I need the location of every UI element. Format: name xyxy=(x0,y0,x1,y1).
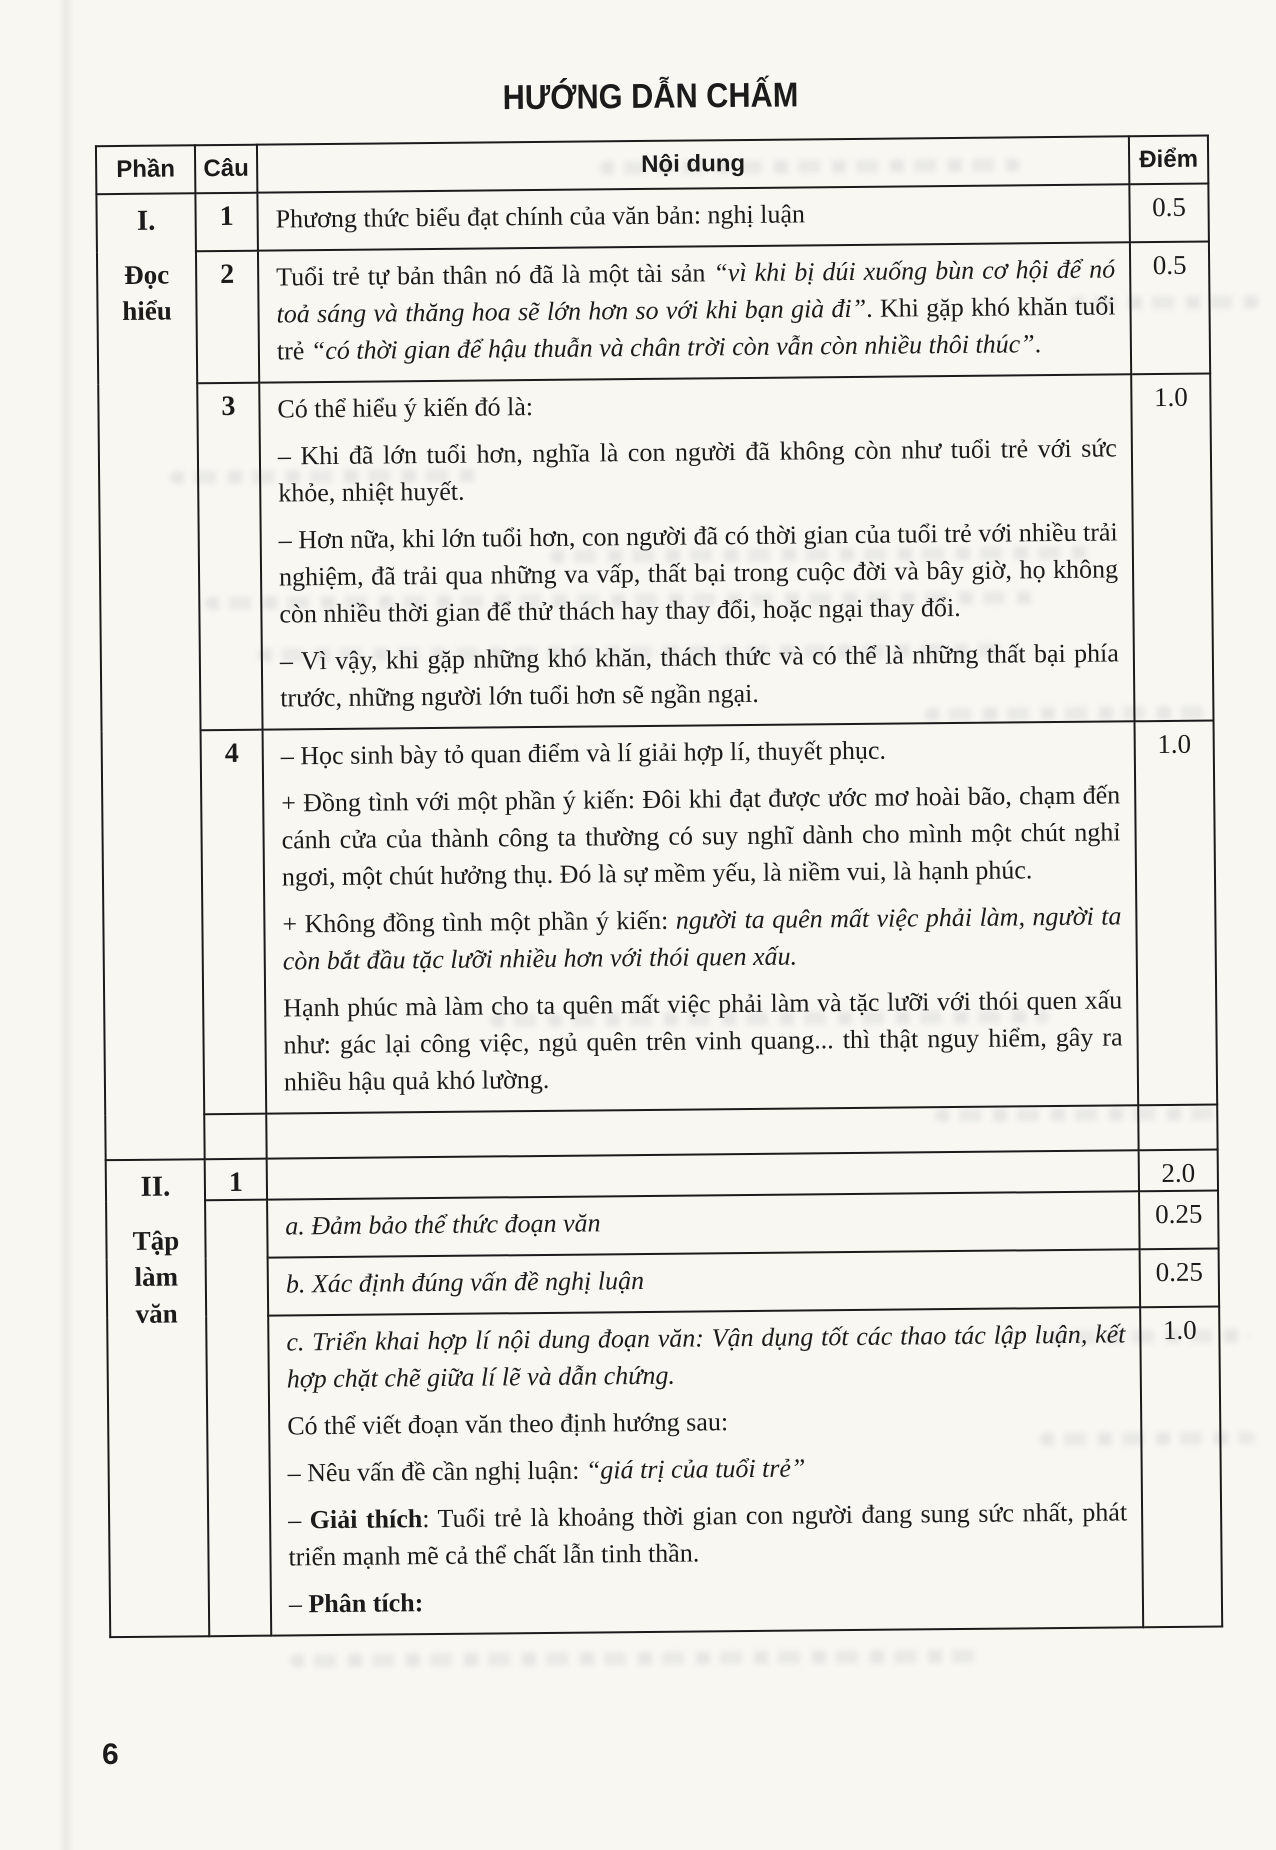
header-part: Phần xyxy=(96,145,195,194)
text-segment: – Hơn nữa, khi lớn tuổi hơn, con người đã có thời gian của tuổi trẻ với nhiều trải nghiệm, đã trải qua những va vấp, thất bại trong cuộc đời và bây giờ, họ không còn nhiều thời gian để thử thách hay thay đổi, hoặc ngại thay đổi. xyxy=(278,517,1119,629)
text-segment: Hạnh phúc mà làm cho ta quên mất việc phải làm và tặc lưỡi với thói quen xấu như: gác lại công việc, ngủ quên trên vinh quang... thì thật nguy hiểm, gây ra nhiều hậu quả khó lường. xyxy=(283,985,1123,1097)
content-cell xyxy=(257,184,1130,250)
part-label: I. xyxy=(136,204,156,237)
scan-gutter-shadow xyxy=(58,0,74,1850)
part-label: II. xyxy=(140,1170,171,1203)
question-cell: 1 xyxy=(205,1159,267,1201)
text-segment: “vì khi bị dúi xuống bùn cơ hội để nó toả sáng và thăng hoa sẽ lớn hơn so với khi bạn già đi” xyxy=(276,254,1116,329)
content-paragraph xyxy=(275,192,1114,237)
content-paragraph xyxy=(286,1315,1126,1397)
content-cell xyxy=(267,1191,1140,1257)
bleed-through-artifact xyxy=(290,1650,980,1668)
text-segment: : Tuổi trẻ là khoảng thời gian con người đang sung sức nhất, phát triển mạnh mẽ cả thể chất lẫn tinh thần. xyxy=(288,1497,1128,1572)
score-cell: 1.0 xyxy=(1131,374,1213,722)
content-cell xyxy=(258,242,1131,382)
content-paragraph xyxy=(278,429,1118,511)
text-segment: Phân tích: xyxy=(308,1588,424,1619)
text-segment: Có thể viết đoạn văn theo định hướng sau: xyxy=(287,1407,729,1441)
score-cell: 0.25 xyxy=(1139,1190,1219,1249)
content-paragraph xyxy=(285,1199,1124,1244)
content-cell xyxy=(259,374,1134,729)
question-cell xyxy=(205,1200,271,1637)
table-row xyxy=(107,1306,1222,1637)
table-row xyxy=(98,374,1213,732)
text-segment: người ta quên mất việc phải làm, người ta còn bắt đầu tặc lưỡi nhiều hơn với thói quen xấu. xyxy=(282,901,1122,976)
text-segment: . Khi gặp khó khăn tuổi trẻ xyxy=(276,291,1116,366)
table-row xyxy=(106,1190,1219,1259)
text-segment: Phương thức biểu đạt chính của văn bản: nghị luận xyxy=(275,199,806,234)
score-cell: 0.5 xyxy=(1129,184,1209,243)
content-paragraph xyxy=(277,382,1116,427)
page-title: HƯỚNG DẪN CHẤM xyxy=(502,74,799,117)
score-cell: 0.5 xyxy=(1130,242,1210,375)
content-paragraph xyxy=(287,1399,1126,1444)
header-question: Câu xyxy=(195,145,257,194)
score-cell: 0.25 xyxy=(1140,1248,1220,1307)
content-paragraph xyxy=(276,250,1116,369)
question-cell xyxy=(204,1114,266,1160)
text-segment: b. Xác định đúng vấn đề nghị luận xyxy=(285,1266,645,1299)
part-name: Đọc hiểu xyxy=(122,259,172,327)
score-cell: 1.0 xyxy=(1135,721,1218,1106)
text-segment: – xyxy=(288,1589,309,1619)
part-cell xyxy=(106,1159,210,1637)
text-segment: + Không đồng tình một phần ý kiến: xyxy=(282,905,676,939)
text-segment: – Học sinh bày tỏ quan điểm và lí giải hợp lí, thuyết phục. xyxy=(280,735,887,771)
content-paragraph xyxy=(279,513,1119,632)
question-cell: 4 xyxy=(201,730,267,1115)
text-segment: – xyxy=(287,1505,310,1535)
content-paragraph xyxy=(281,729,1120,774)
content-paragraph xyxy=(286,1257,1125,1302)
content-cell xyxy=(263,721,1139,1113)
header-content: Nội dung xyxy=(257,136,1129,192)
text-segment: – Khi đã lớn tuổi hơn, nghĩa là con người đã không còn như tuổi trẻ với sức khỏe, nhiệt huyết. xyxy=(277,433,1118,508)
question-cell: 1 xyxy=(195,193,258,252)
part-name: Tập làm văn xyxy=(132,1225,180,1329)
content-cell xyxy=(268,1307,1143,1635)
question-cell: 3 xyxy=(197,383,262,731)
question-cell: 2 xyxy=(196,251,259,384)
text-segment: Tuổi trẻ tự bản thân nó đã là một tài sản xyxy=(276,258,714,292)
text-segment: Giải thích xyxy=(309,1504,423,1535)
table-row xyxy=(102,721,1218,1116)
part-cell xyxy=(96,193,204,1160)
text-segment: Có thể hiểu ý kiến đó là: xyxy=(277,392,534,424)
score-cell: 1.0 xyxy=(1140,1306,1222,1627)
text-segment: + Đồng tình với một phần ý kiến: Đôi khi đạt được ước mơ hoài bão, chạm đến cánh cửa của thành công ta thường có suy nghĩ dành cho mình một chút nghỉ ngơi, một chút hưởng thụ. Đó là sự mềm yếu, là niềm vui, là hạnh phúc. xyxy=(281,780,1121,892)
text-segment: c. Triển khai hợp lí nội dung đoạn văn: Vận dụng tốt các thao tác lập luận, kết hợp chặt chẽ giữa lí lẽ và dẫn chứng. xyxy=(286,1319,1126,1394)
table-row xyxy=(107,1248,1220,1317)
table-row xyxy=(97,242,1210,385)
content-paragraph xyxy=(283,981,1123,1100)
content-paragraph xyxy=(280,634,1120,716)
content-paragraph xyxy=(282,897,1122,979)
content-cell xyxy=(268,1249,1141,1315)
text-segment: “giá trị của tuổi trẻ” xyxy=(585,1453,806,1485)
text-segment: . xyxy=(1034,329,1042,359)
table-body xyxy=(96,184,1222,1638)
content-paragraph xyxy=(288,1446,1127,1491)
text-segment: “có thời gian để hậu thuẫn và chân trời còn vẫn còn nhiều thôi thúc” xyxy=(310,329,1035,366)
grading-table xyxy=(95,135,1223,1639)
text-segment: – Vì vậy, khi gặp những khó khăn, thách thức và có thể là những thất bại phía trước, những người lớn tuổi hơn sẽ ngần ngại. xyxy=(279,638,1119,713)
content-paragraph xyxy=(288,1493,1128,1575)
page-number: 6 xyxy=(102,1738,119,1771)
content-paragraph xyxy=(289,1577,1128,1622)
score-cell xyxy=(1138,1105,1217,1151)
header-score: Điểm xyxy=(1129,136,1208,185)
text-segment: a. Đảm bảo thể thức đoạn văn xyxy=(285,1208,601,1241)
text-segment: – Nêu vấn đề cần nghị luận: xyxy=(287,1455,586,1488)
content-paragraph xyxy=(281,776,1121,895)
table-row xyxy=(96,184,1209,253)
score-cell: 2.0 xyxy=(1139,1150,1218,1192)
